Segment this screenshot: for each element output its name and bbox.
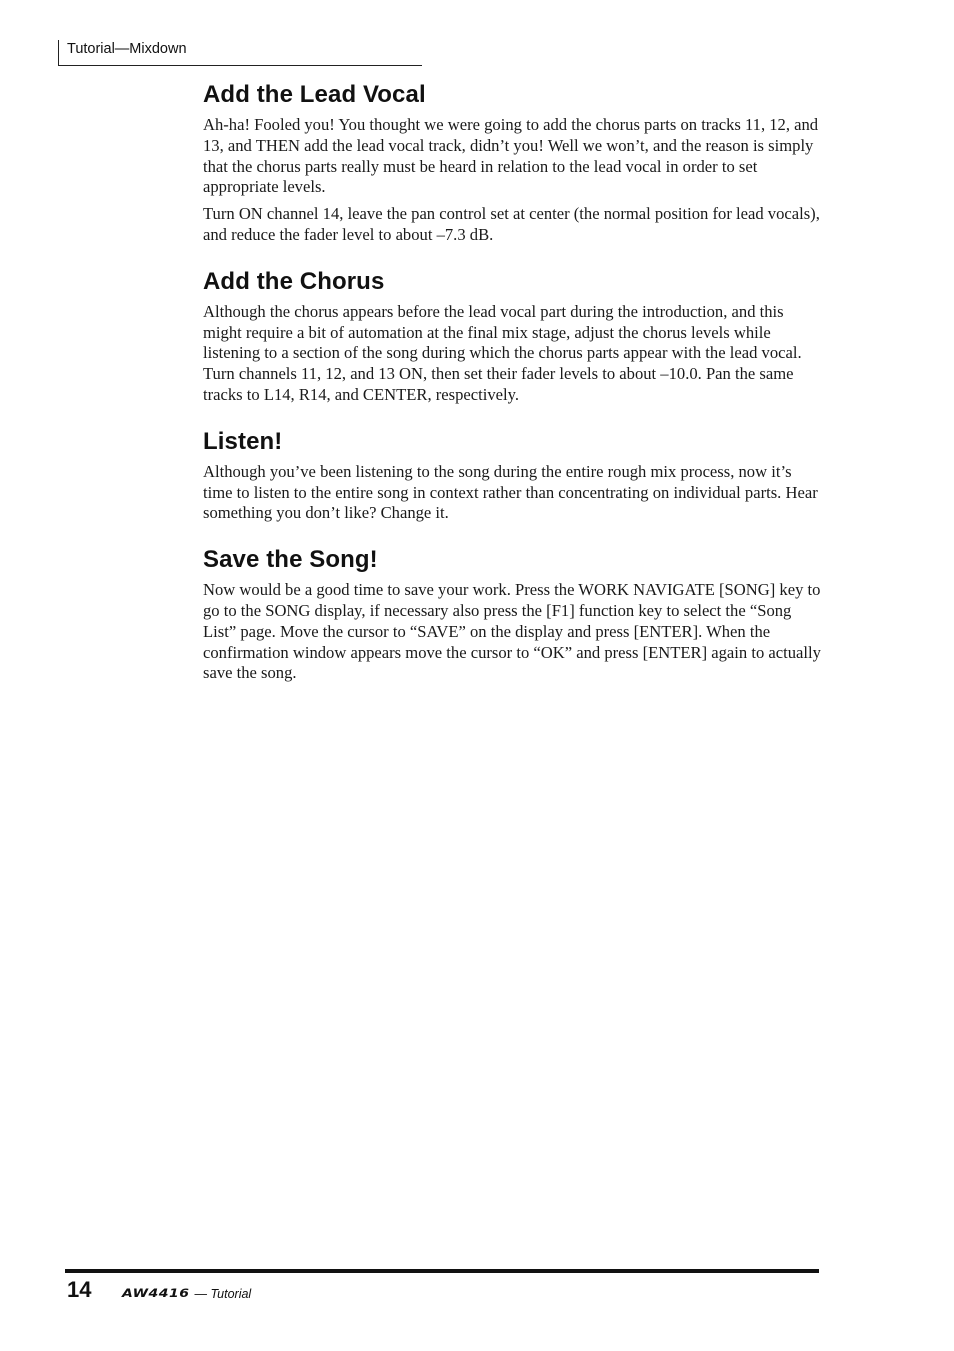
footer-rule [65, 1269, 819, 1273]
body-paragraph: Although the chorus appears before the lead vocal part during the introduction, and this might require a bit of automation at the final mix stage, adjust the chorus levels while listening to a section of the song during which the chorus parts appear with the lead vocal. Turn channels 11, 12, and 13 ON, then set their fader levels to about –10.0. Pan the same tracks to L14, R14, and CENTER, respectively. [203, 301, 802, 404]
body-paragraph: Now would be a good time to save your work. Press the WORK NAVIGATE [SONG] key to go to the SONG display, if necessary also press the [F1] function key to select the “Song List” page. Move the cursor to “SAVE” on the display and press [ENTER]. When the confirmation window appears move the cursor to “OK” and press [ENTER] again to actually save the song. [203, 580, 821, 683]
body-paragraph: Turn ON channel 14, leave the pan control set at center (the normal position for lead vocals), and reduce the fader level to about –7.3 dB. [203, 204, 820, 244]
section-heading: Add the Chorus [203, 267, 385, 295]
section-heading: Add the Lead Vocal [203, 81, 426, 108]
footer-brand [122, 1286, 251, 1302]
page-number: 14 [67, 1277, 92, 1302]
section-save-song [203, 545, 821, 684]
running-header [58, 40, 422, 66]
section-heading: Save the Song! [203, 546, 378, 574]
body-paragraph: Although you’ve been listening to the song during the entire rough mix process, now it’s time to listen to the entire song in context rather than concentrating on individual parts. Hear something you don’t like? Change it. [203, 461, 818, 523]
section-add-lead-vocal [203, 80, 821, 246]
body-paragraph: Ah-ha! Fooled you! You thought we were going to add the chorus parts on tracks 11, 12, and 13, and THEN add the lead vocal track, didn’t you! Well we won’t, and the reason is simply that the chorus parts really must be heard in relation to the lead vocal in order to set appropriate levels. [203, 115, 819, 197]
section-add-chorus [203, 267, 821, 406]
section-heading: Listen! [203, 427, 283, 455]
running-header-title: Tutorial—Mixdown [67, 41, 187, 57]
footer-suffix: — Tutorial [194, 1287, 252, 1301]
page-content [203, 80, 821, 690]
section-listen [203, 427, 821, 524]
product-logo: AW4416 [122, 1287, 190, 1301]
